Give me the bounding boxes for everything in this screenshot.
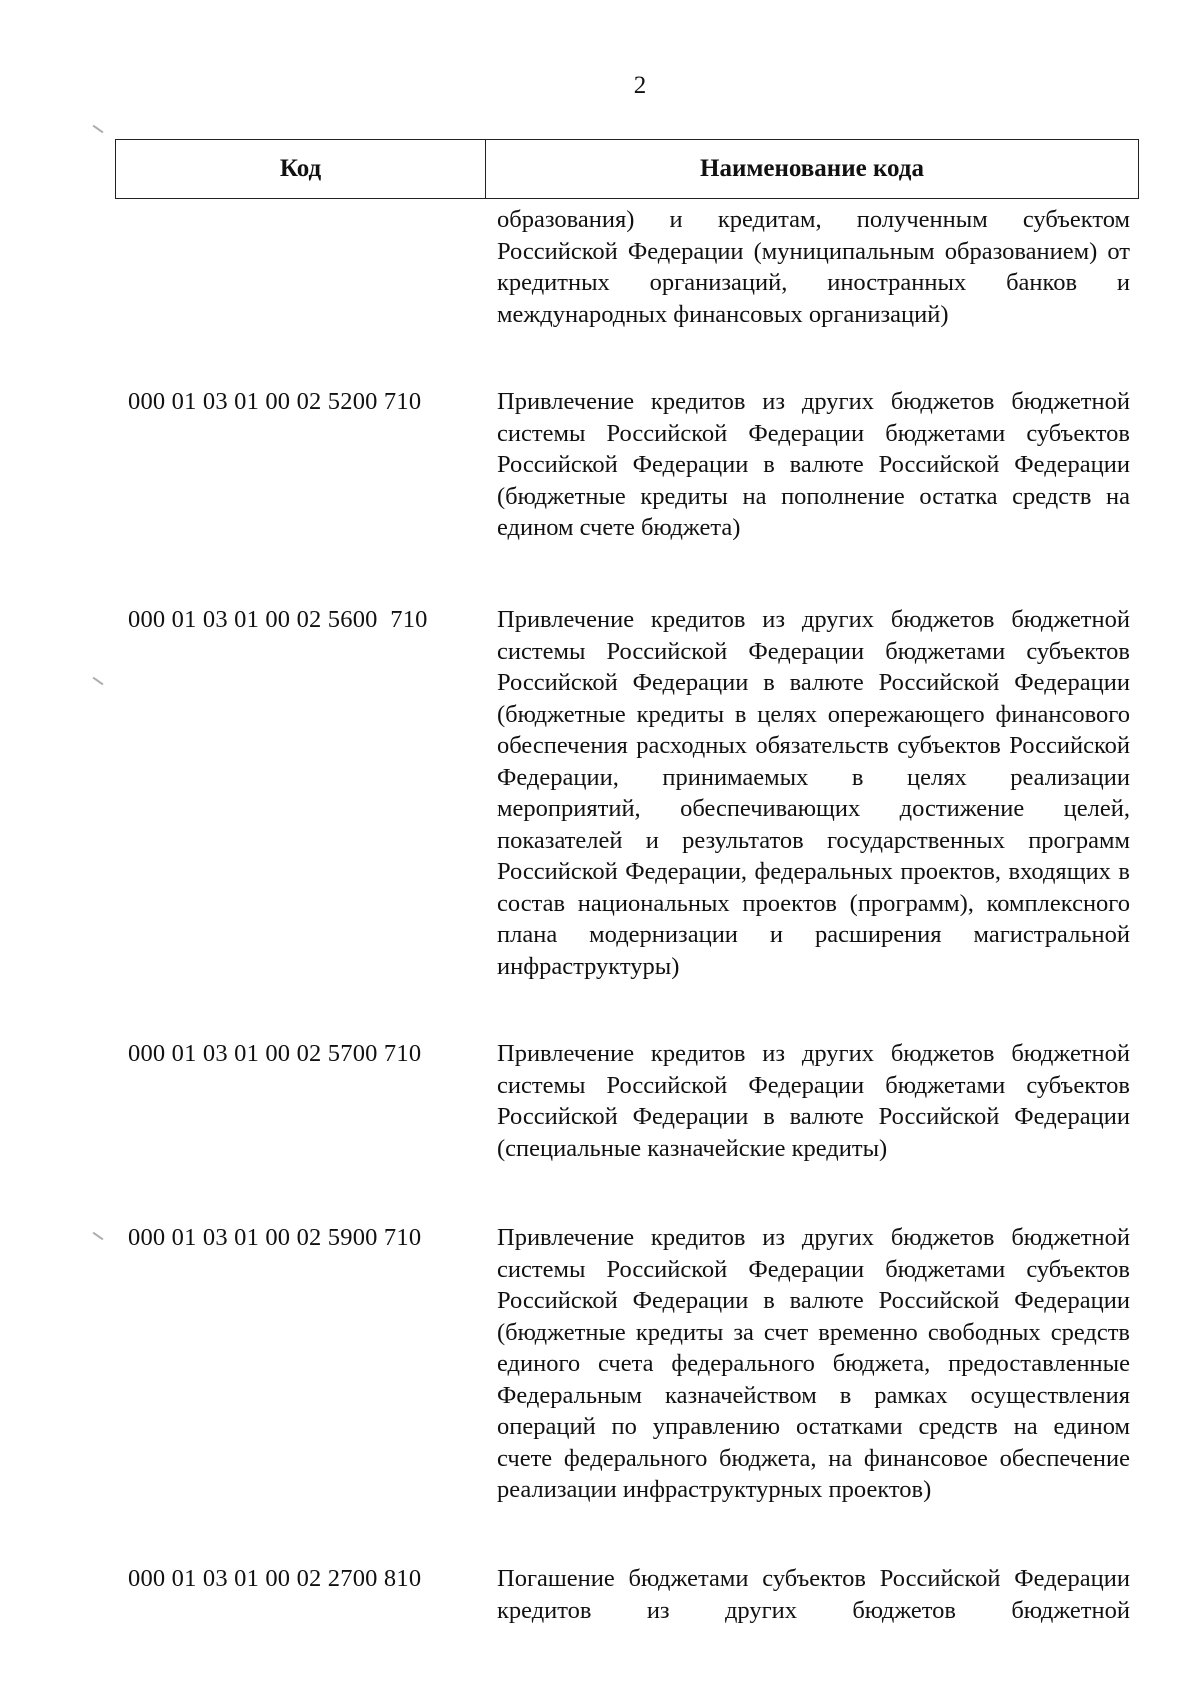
scan-artifact-mark	[93, 125, 104, 134]
row-description: Привлечение кредитов из других бюджетов бюджетной системы Российской Федерации бюджетами субъектов Российской Федерации в валюте Российской Федерации (бюджетные кредиты за счет временно свободных средств единого счета федерального бюджета, предоставленные Федеральным казначейством в рамках осуществления операций по управлению остатками средств на едином счете федерального бюджета, на финансовое обеспечение реализации инфраструктурных проектов)	[497, 1224, 1130, 1503]
row-code: 000 01 03 01 00 02 5600 710	[128, 606, 428, 633]
row-code: 000 01 03 01 00 02 2700 810	[128, 1565, 422, 1592]
header-name-label: Наименование кода	[700, 155, 924, 182]
header-code-label: Код	[116, 140, 486, 198]
table-header	[115, 139, 1139, 199]
row-description: Привлечение кредитов из других бюджетов бюджетной системы Российской Федерации бюджетами субъектов Российской Федерации в валюте Российской Федерации (бюджетные кредиты в целях опережающего финансового обеспечения расходных обязательств субъектов Российской Федерации, принимаемых в целях реализации мероприятий, обеспечивающих достижение целей, показателей и результатов государственных программ Российской Федерации, федеральных проектов, входящих в состав национальных проектов (программ), комплексного плана модернизации и расширения магистральной инфраструктуры)	[497, 606, 1130, 980]
scan-artifact-mark	[93, 1232, 104, 1241]
row-description: Привлечение кредитов из других бюджетов бюджетной системы Российской Федерации бюджетами субъектов Российской Федерации в валюте Российской Федерации (специальные казначейские кредиты)	[497, 1040, 1130, 1162]
row-code: 000 01 03 01 00 02 5900 710	[128, 1224, 422, 1251]
row-description: Погашение бюджетами субъектов Российской Федерации кредитов из других бюджетов бюджетной	[497, 1565, 1130, 1624]
row-code: 000 01 03 01 00 02 5700 710	[128, 1040, 422, 1067]
row-code: 000 01 03 01 00 02 5200 710	[128, 388, 422, 415]
row-description: Привлечение кредитов из других бюджетов бюджетной системы Российской Федерации бюджетами субъектов Российской Федерации в валюте Российской Федерации (бюджетные кредиты на пополнение остатка средств на едином счете бюджета)	[497, 388, 1130, 541]
page-number: 2	[633, 72, 647, 99]
scan-artifact-mark	[93, 677, 104, 686]
row-description: образования) и кредитам, полученным субъектом Российской Федерации (муниципальным образованием) от кредитных организаций, иностранных банков и международных финансовых организаций)	[497, 206, 1130, 328]
